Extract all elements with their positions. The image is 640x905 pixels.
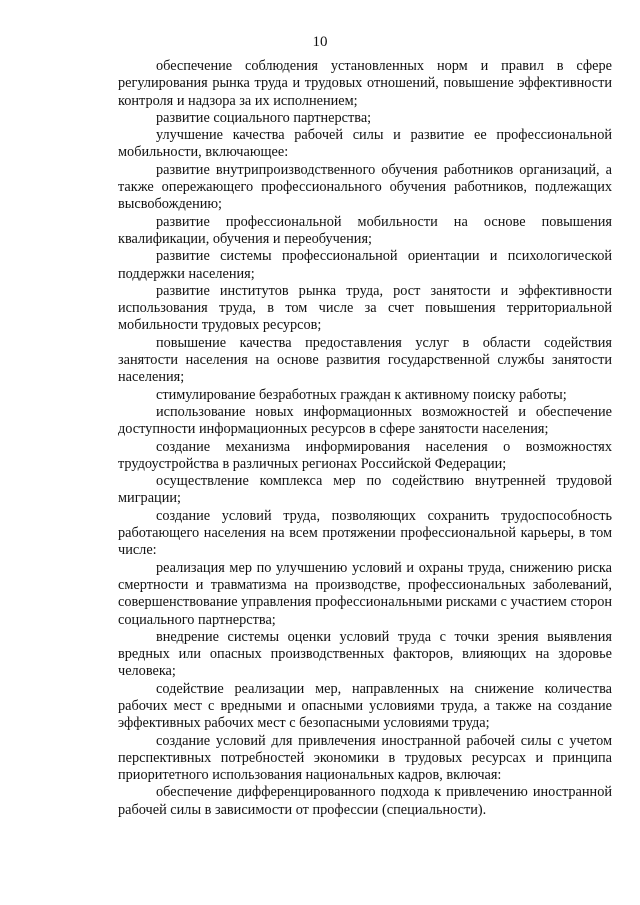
paragraph: развитие институтов рынка труда, рост занятости и эффективности использования труда, в том числе за счет повышения территориальной мобильности трудовых ресурсов; <box>118 282 612 334</box>
paragraph: развитие системы профессиональной ориентации и психологической поддержки населения; <box>118 248 612 282</box>
paragraph: содействие реализации мер, направленных на снижение количества рабочих мест с вредными и опасными условиями труда, а также на создание эффективных рабочих мест с безопасными условиями труда; <box>118 680 612 732</box>
paragraph: создание условий труда, позволяющих сохранить трудоспособность работающего населения на всем протяжении профессиональной карьеры, в том числе: <box>118 507 612 559</box>
paragraph: развитие социального партнерства; <box>156 109 372 126</box>
paragraph: развитие внутрипроизводственного обучения работников организаций, а также опережающего профессионального обучения работников, подлежащих высвобождению; <box>118 161 612 213</box>
paragraph: повышение качества предоставления услуг в области содействия занятости населения на основе развития государственной службы занятости населения; <box>118 334 612 386</box>
paragraph: обеспечение дифференцированного подхода к привлечению иностранной рабочей силы в зависимости от профессии (специальности). <box>118 784 612 818</box>
paragraph: использование новых информационных возможностей и обеспечение доступности информационных ресурсов в сфере занятости населения; <box>118 403 612 438</box>
paragraph: улучшение качества рабочей силы и развитие ее профессиональной мобильности, включающее: <box>118 127 612 161</box>
page-number: 10 <box>312 34 328 50</box>
body-text <box>118 58 612 819</box>
paragraph: внедрение системы оценки условий труда с точки зрения выявления вредных или опасных производственных факторов, влияющих на здоровье человека; <box>118 628 612 680</box>
paragraph: осуществление комплекса мер по содействию внутренней трудовой миграции; <box>118 473 612 507</box>
paragraph: стимулирование безработных граждан к активному поиску работы; <box>156 386 567 403</box>
paragraph: обеспечение соблюдения установленных норм и правил в сфере регулирования рынка труда и трудовых отношений, повышение эффективности контроля и надзора за их исполнением; <box>118 58 612 109</box>
paragraph: создание условий для привлечения иностранной рабочей силы с учетом перспективных потребностей экономики в трудовых ресурсах и принципа приоритетного использования национальных кадров, включая: <box>118 732 612 784</box>
paragraph: создание механизма информирования населения о возможностях трудоустройства в различных регионах Российской Федерации; <box>118 438 612 472</box>
paragraph: реализация мер по улучшению условий и охраны труда, снижению риска смертности и травматизма на производстве, профессиональных заболеваний, совершенствование управления профессиональными рисками с участием сторон социального партнерства; <box>118 559 612 628</box>
paragraph: развитие профессиональной мобильности на основе повышения квалификации, обучения и переобучения; <box>118 213 612 247</box>
